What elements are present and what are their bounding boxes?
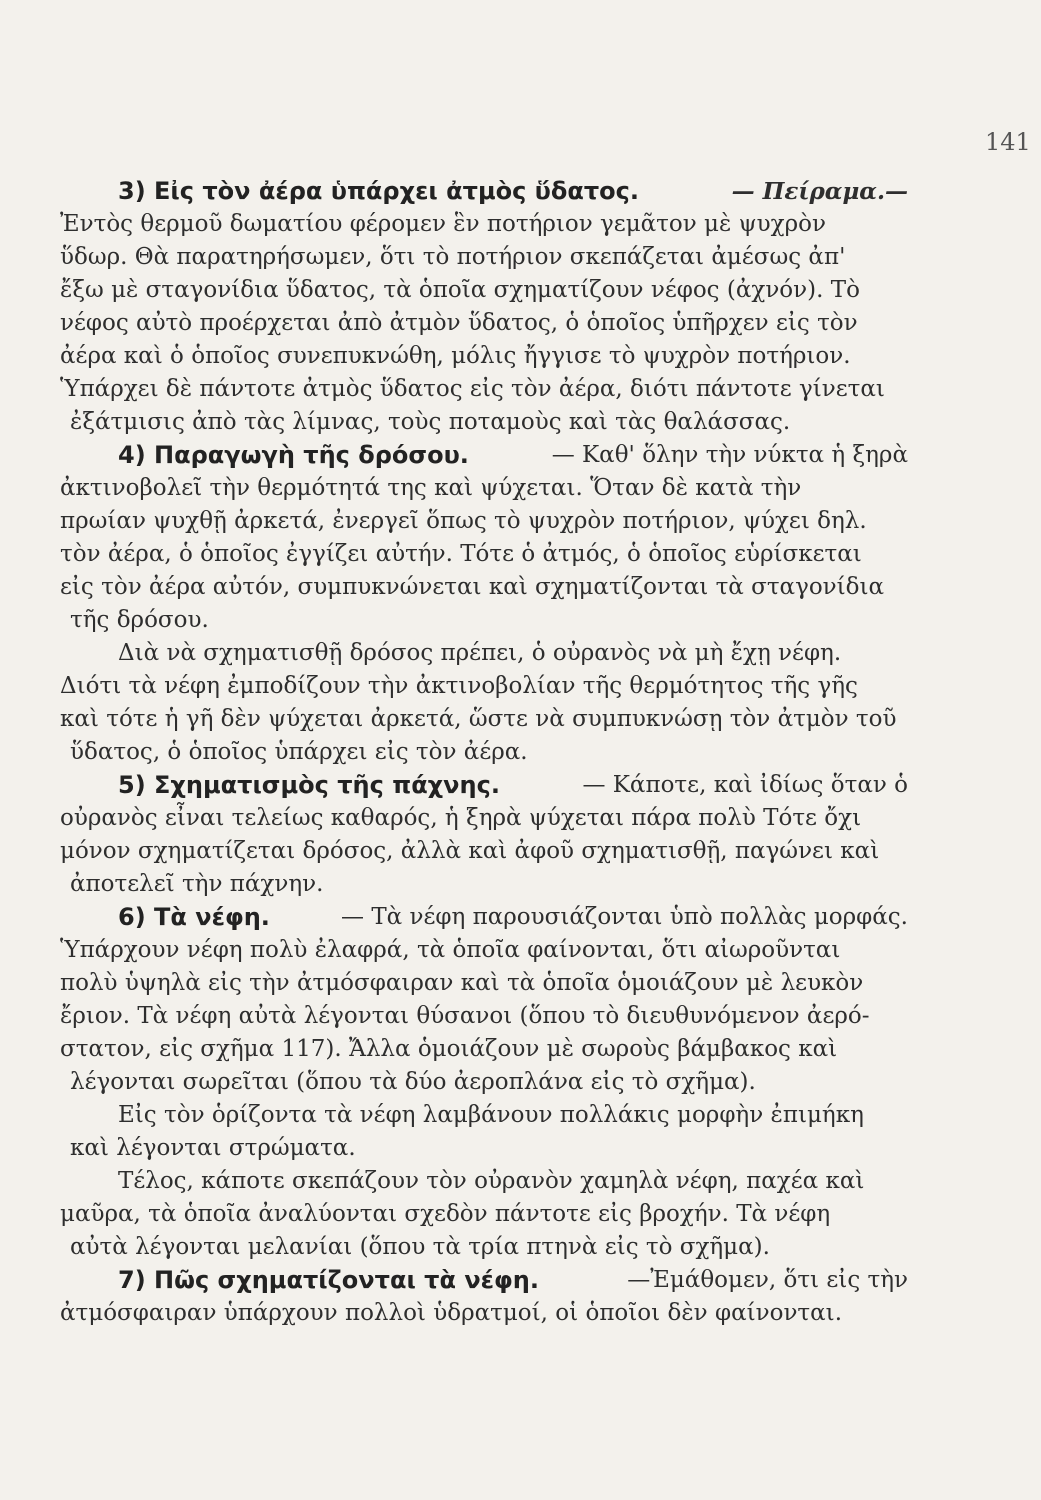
line-text: Ὑπάρχουν νέφη πολὺ ἐλαφρά, τὰ ὁποῖα φαίνονται, ὅτι αἰωροῦνται bbox=[60, 937, 841, 963]
text-line bbox=[60, 670, 908, 703]
line-text: ἔξω μὲ σταγονίδια ὕδατος, τὰ ὁποῖα σχηματίζουν νέφος (ἀχνόν). Τὸ bbox=[60, 277, 860, 303]
text-line bbox=[60, 472, 908, 505]
line-text: ἀέρα καὶ ὁ ὁποῖος συνεπυκνώθη, μόλις ἤγγισε τὸ ψυχρὸν ποτήριον. bbox=[60, 343, 851, 369]
text-line bbox=[60, 901, 908, 934]
line-text: πρωίαν ψυχθῇ ἀρκετά, ἐνεργεῖ ὅπως τὸ ψυχρὸν ποτήριον, ψύχει δηλ. bbox=[60, 508, 867, 534]
text-line bbox=[60, 307, 908, 340]
line-text: Ἐντὸς θερμοῦ δωματίου φέρομεν ἓν ποτήριον γεμᾶτον μὲ ψυχρὸν bbox=[60, 211, 826, 237]
line-text: καὶ λέγονται στρώματα. bbox=[70, 1135, 356, 1161]
line-text: ἀτμόσφαιραν ὑπάρχουν πολλοὶ ὑδρατμοί, οἱ ὁποῖοι δὲν φαίνονται. bbox=[60, 1300, 843, 1326]
line-text: ὕδωρ. Θὰ παρατηρήσωμεν, ὅτι τὸ ποτήριον σκεπάζεται ἀμέσως ἀπ' bbox=[60, 244, 846, 270]
line-text: εἰς τὸν ἀέρα αὐτόν, συμπυκνώνεται καὶ σχηματίζονται τὰ σταγονίδια bbox=[60, 574, 885, 600]
page-number: 141 bbox=[985, 128, 1031, 156]
text-line bbox=[60, 505, 908, 538]
line-text: μαῦρα, τὰ ὁποῖα ἀναλύονται σχεδὸν πάντοτε εἰς βροχήν. Τὰ νέφη bbox=[60, 1201, 831, 1227]
section-heading: 4) Παραγωγὴ τῆς δρόσου. bbox=[118, 441, 469, 469]
text-line bbox=[60, 967, 908, 1000]
section-heading: 7) Πῶς σχηματίζονται τὰ νέφη. bbox=[118, 1266, 539, 1294]
text-line bbox=[60, 1165, 908, 1198]
text-line bbox=[60, 736, 908, 769]
text-line bbox=[60, 208, 908, 241]
text-line bbox=[60, 538, 908, 571]
text-line bbox=[60, 703, 908, 736]
line-text: — Τὰ νέφη παρουσιάζονται ὑπὸ πολλὰς μορφάς. bbox=[341, 904, 908, 930]
text-line bbox=[60, 439, 908, 472]
text-line bbox=[60, 1033, 908, 1066]
line-text: ἐξάτμισις ἀπὸ τὰς λίμνας, τοὺς ποταμοὺς καὶ τὰς θαλάσσας. bbox=[70, 409, 791, 435]
line-text: τὸν ἀέρα, ὁ ὁποῖος ἐγγίζει αὐτήν. Τότε ὁ ἀτμός, ὁ ὁποῖος εὑρίσκεται bbox=[60, 541, 862, 567]
text-line bbox=[60, 1264, 908, 1297]
text-line bbox=[60, 802, 908, 835]
text-line bbox=[60, 1132, 908, 1165]
line-text: νέφος αὐτὸ προέρχεται ἀπὸ ἀτμὸν ὕδατος, ὁ ὁποῖος ὑπῆρχεν εἰς τὸν bbox=[60, 310, 858, 336]
text-line bbox=[60, 1000, 908, 1033]
line-text: — Καθ' ὅλην τὴν νύκτα ἡ ξηρὰ bbox=[551, 442, 908, 468]
text-line bbox=[60, 934, 908, 967]
text-line bbox=[60, 868, 908, 901]
text-line bbox=[60, 1099, 908, 1132]
term-label: — Πείραμα.— bbox=[731, 178, 908, 205]
line-text: ἔριον. Τὰ νέφη αὐτὰ λέγονται θύσανοι (ὅπου τὸ διευθυνόμενον ἀερό- bbox=[60, 1003, 870, 1029]
section-heading: 3) Εἰς τὸν ἀέρα ὑπάρχει ἀτμὸς ὕδατος. bbox=[118, 177, 640, 205]
text-line bbox=[60, 1198, 908, 1231]
text-line bbox=[60, 1297, 908, 1330]
section-heading: 6) Τὰ νέφη. bbox=[118, 903, 270, 931]
text-line bbox=[60, 1066, 908, 1099]
line-text: —Ἐμάθομεν, ὅτι εἰς τὴν bbox=[627, 1267, 908, 1293]
line-text: Τέλος, κάποτε σκεπάζουν τὸν οὐρανὸν χαμηλὰ νέφη, παχέα καὶ bbox=[118, 1168, 865, 1194]
line-text: — Κάποτε, καὶ ἰδίως ὅταν ὁ bbox=[582, 772, 908, 798]
line-text: ὕδατος, ὁ ὁποῖος ὑπάρχει εἰς τὸν ἀέρα. bbox=[70, 739, 528, 765]
line-text: Ὑπάρχει δὲ πάντοτε ἀτμὸς ὕδατος εἰς τὸν ἀέρα, διότι πάντοτε γίνεται bbox=[60, 376, 885, 402]
body-text bbox=[60, 175, 908, 1330]
line-text: λέγονται σωρεῖται (ὅπου τὰ δύο ἀεροπλάνα εἰς τὸ σχῆμα). bbox=[70, 1069, 756, 1095]
line-text: πολὺ ὑψηλὰ εἰς τὴν ἀτμόσφαιραν καὶ τὰ ὁποῖα ὁμοιάζουν μὲ λευκὸν bbox=[60, 970, 864, 996]
text-line bbox=[60, 604, 908, 637]
line-text: στατον, εἰς σχῆμα 117). Ἄλλα ὁμοιάζουν μὲ σωροὺς βάμβακος καὶ bbox=[60, 1036, 838, 1062]
line-text: Διότι τὰ νέφη ἐμποδίζουν τὴν ἀκτινοβολίαν τῆς θερμότητος τῆς γῆς bbox=[60, 673, 858, 699]
text-line bbox=[60, 769, 908, 802]
line-text: τῆς δρόσου. bbox=[70, 607, 209, 633]
text-line bbox=[60, 340, 908, 373]
text-line bbox=[60, 274, 908, 307]
text-line bbox=[60, 637, 908, 670]
line-text: αὐτὰ λέγονται μελανίαι (ὅπου τὰ τρία πτηνὰ εἰς τὸ σχῆμα). bbox=[70, 1234, 770, 1260]
text-line bbox=[60, 571, 908, 604]
line-text: οὐρανὸς εἶναι τελείως καθαρός, ἡ ξηρὰ ψύχεται πάρα πολὺ Τότε ὄχι bbox=[60, 805, 862, 831]
text-line bbox=[60, 373, 908, 406]
line-text: καὶ τότε ἡ γῆ δὲν ψύχεται ἀρκετά, ὥστε νὰ συμπυκνώσῃ τὸν ἀτμὸν τοῦ bbox=[60, 706, 897, 732]
line-text: ἀκτινοβολεῖ τὴν θερμότητά της καὶ ψύχεται. Ὅταν δὲ κατὰ τὴν bbox=[60, 475, 802, 501]
line-text: μόνον σχηματίζεται δρόσος, ἀλλὰ καὶ ἀφοῦ σχηματισθῇ, παγώνει καὶ bbox=[60, 838, 880, 864]
text-line bbox=[60, 835, 908, 868]
text-line bbox=[60, 175, 908, 208]
line-text: ἀποτελεῖ τὴν πάχνην. bbox=[70, 871, 324, 897]
text-line bbox=[60, 241, 908, 274]
line-text: Εἰς τὸν ὁρίζοντα τὰ νέφη λαμβάνουν πολλάκις μορφὴν ἐπιμήκη bbox=[118, 1102, 864, 1128]
line-text: Διὰ νὰ σχηματισθῇ δρόσος πρέπει, ὁ οὐρανὸς νὰ μὴ ἔχῃ νέφη. bbox=[118, 640, 842, 666]
text-line bbox=[60, 406, 908, 439]
text-line bbox=[60, 1231, 908, 1264]
section-heading: 5) Σχηματισμὸς τῆς πάχνης. bbox=[118, 771, 500, 799]
